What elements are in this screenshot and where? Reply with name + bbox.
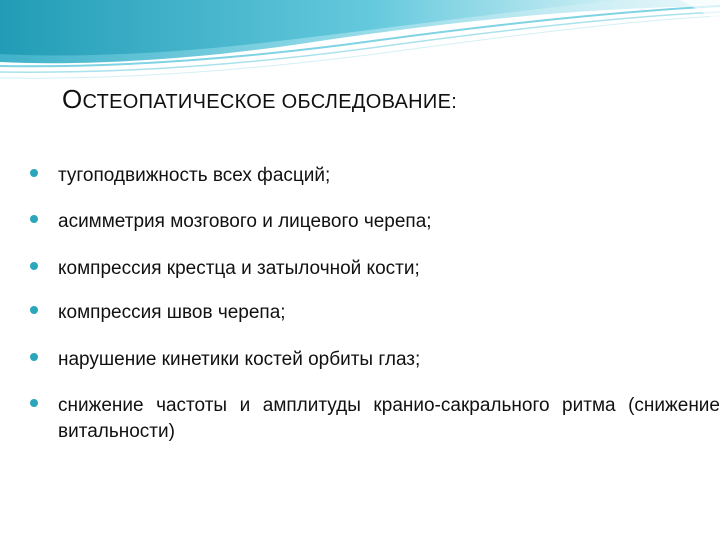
slide-title-initial: О bbox=[62, 84, 83, 114]
bullet-dot-icon bbox=[30, 169, 38, 177]
bullet-text: компрессия крестца и затылочной кости; bbox=[58, 258, 420, 279]
bullet-dot-icon bbox=[30, 399, 38, 407]
header-wave-decoration bbox=[0, 0, 720, 90]
bullet-dot-icon bbox=[30, 215, 38, 223]
bullet-dot-icon bbox=[30, 262, 38, 270]
slide-title bbox=[62, 84, 457, 115]
slide-title-rest: СТЕОПАТИЧЕСКОЕ ОБСЛЕДОВАНИЕ: bbox=[82, 91, 458, 113]
bullet-text: снижение частоты и амплитуды кранио-сакрального ритма (снижение витальности) bbox=[58, 395, 720, 442]
bullet-dot-icon bbox=[30, 353, 38, 361]
bullet-text: асимметрия мозгового и лицевого черепа; bbox=[58, 211, 432, 232]
bullet-text: нарушение кинетики костей орбиты глаз; bbox=[58, 349, 421, 370]
bullet-text: компрессия швов черепа; bbox=[58, 302, 286, 323]
bullet-text: тугоподвижность всех фасций; bbox=[58, 165, 331, 186]
bullet-dot-icon bbox=[30, 306, 38, 314]
